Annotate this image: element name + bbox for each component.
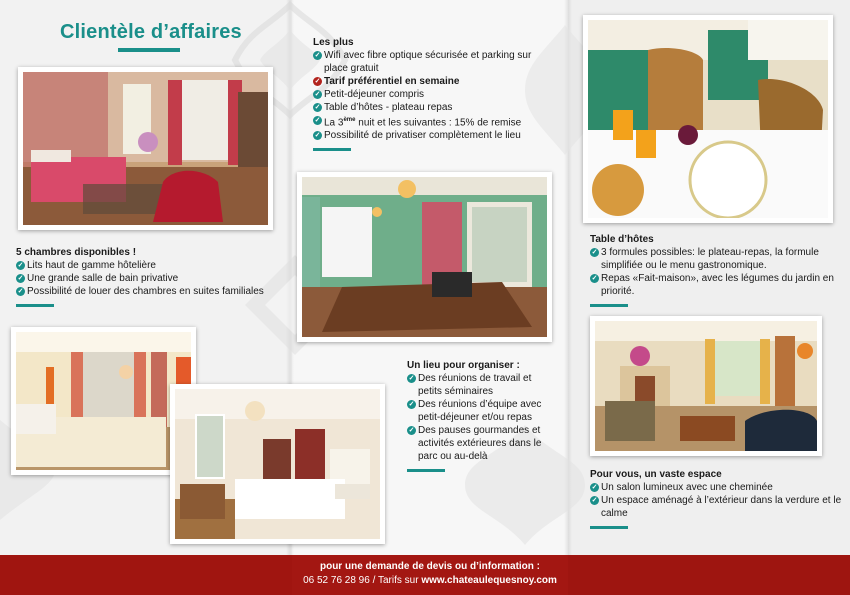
list-item: ✓ Des pauses gourmandes et activités extérieures dans le parc ou au-delà <box>408 425 542 462</box>
page-title: Clientèle d’affaires <box>60 21 242 43</box>
list-item: ✓ Un espace aménagé à l’extérieur dans la verdure et le calme <box>591 495 842 519</box>
table-hotes-heading: Table d’hôtes <box>590 234 654 245</box>
check-icon: ✓ <box>408 375 415 382</box>
list-item: ✓ Possibilité de privatiser complètement le lieu <box>314 130 521 142</box>
check-icon: ✓ <box>314 132 321 140</box>
check-icon: ✓ <box>314 52 321 59</box>
check-icon: ✓ <box>17 288 24 295</box>
photo-meeting-room <box>297 172 552 342</box>
table-hotes-section <box>590 233 842 307</box>
photo-bathroom <box>170 384 385 544</box>
section-underline <box>407 469 445 472</box>
list-item: ✓ Des réunions d’équipe avec petit-déjeuner et/ou repas <box>408 399 542 423</box>
title-underline <box>118 48 180 52</box>
les-plus-heading: Les plus <box>313 37 354 48</box>
website-link[interactable]: www.chateaulequesnoy.com <box>421 575 557 586</box>
photo-bedroom-red <box>18 67 273 230</box>
check-icon: ✓ <box>17 262 24 269</box>
section-underline <box>590 304 628 307</box>
photo-bedroom-white <box>11 327 196 475</box>
photo-salon <box>590 316 822 456</box>
espace-heading: Pour vous, un vaste espace <box>590 469 722 480</box>
list-item: ✓ Des réunions de travail et petits séminaires <box>408 373 532 397</box>
list-item: ✓ Possibilité de louer des chambres en suites familiales <box>17 286 264 297</box>
footer-contact-details: 06 52 76 28 96 / Tarifs sur www.chateaulequesnoy.com <box>303 575 557 586</box>
section-underline <box>313 148 351 151</box>
footer-banner <box>0 555 850 595</box>
check-icon: ✓ <box>591 249 598 256</box>
check-icon: ✓ <box>591 484 598 491</box>
chambres-heading: 5 chambres disponibles ! <box>16 247 137 258</box>
les-plus-section <box>313 36 548 151</box>
list-item: ✓ La 3ème nuit et les suivantes : 15% de remise <box>314 117 522 129</box>
check-icon: ✓ <box>591 275 598 282</box>
list-item: ✓ Un salon lumineux avec une cheminée <box>591 482 773 493</box>
list-item: ✓ Une grande salle de bain privative <box>17 273 179 284</box>
check-icon: ✓ <box>314 91 321 98</box>
check-icon: ✓ <box>408 401 415 408</box>
list-item: ✓ Wifi avec fibre optique sécurisée et parking sur place gratuit <box>314 50 532 74</box>
list-item: ✓ 3 formules possibles: le plateau-repas, la formule simplifiée ou le menu gastronomique. <box>591 247 819 271</box>
check-icon: ✓ <box>314 117 321 124</box>
check-icon: ✓ <box>408 427 415 434</box>
section-underline <box>16 304 54 307</box>
photo-breakfast <box>583 15 833 223</box>
footer-contact-label: pour une demande de devis ou d’information : <box>319 561 540 572</box>
lieu-section <box>407 359 552 472</box>
section-underline <box>590 526 628 529</box>
list-item: ✓ Table d’hôtes - plateau repas <box>314 102 453 113</box>
check-icon: ✓ <box>591 497 598 504</box>
phone-number[interactable]: 06 52 76 28 96 <box>303 575 370 586</box>
list-item: ✓ Lits haut de gamme hôtelière <box>17 260 156 271</box>
chambres-section <box>16 246 286 307</box>
lieu-heading: Un lieu pour organiser : <box>407 360 520 371</box>
list-item: ✓ Tarif préférentiel en semaine <box>314 76 460 87</box>
list-item: ✓ Repas «Fait-maison», avec les légumes du jardin en priorité. <box>591 273 834 297</box>
espace-section <box>590 468 842 529</box>
check-icon-red: ✓ <box>314 78 321 85</box>
check-icon: ✓ <box>17 275 24 282</box>
list-item: ✓ Petit-déjeuner compris <box>314 89 425 100</box>
check-icon: ✓ <box>314 104 321 111</box>
